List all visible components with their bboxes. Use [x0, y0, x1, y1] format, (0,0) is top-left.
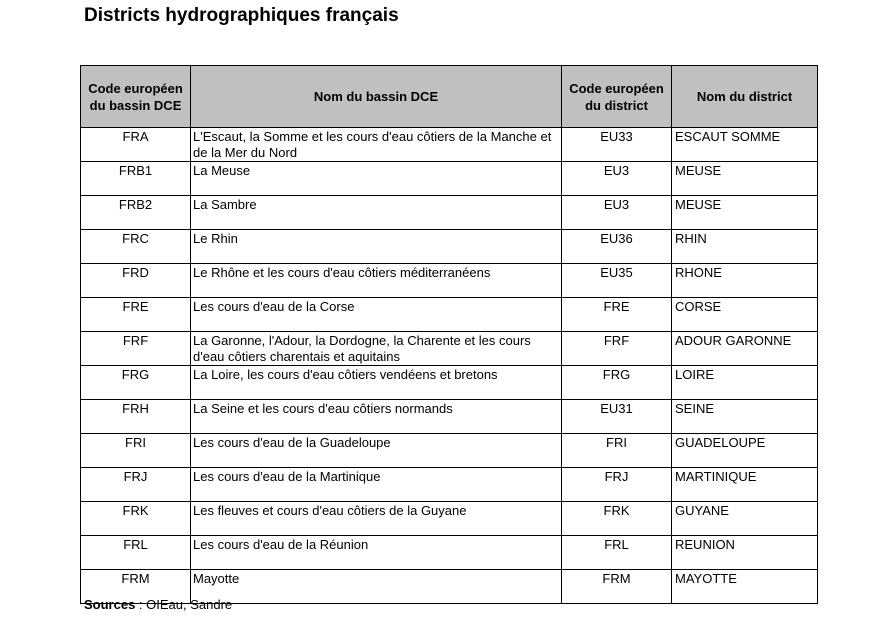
cell-district-code: FRM	[562, 570, 672, 604]
cell-basin-name: Les fleuves et cours d'eau côtiers de la Guyane	[191, 502, 562, 536]
page-title: Districts hydrographiques français	[84, 5, 399, 26]
header-basin-name: Nom du bassin DCE	[191, 66, 562, 128]
cell-basin-name: Le Rhin	[191, 230, 562, 264]
table-row	[81, 434, 818, 468]
table-row	[81, 128, 818, 162]
cell-district-code: FRL	[562, 536, 672, 570]
districts-table	[80, 65, 818, 604]
sources-label: Sources	[84, 597, 136, 612]
cell-district-code: FRI	[562, 434, 672, 468]
cell-basin-name: La Seine et les cours d'eau côtiers normands	[191, 400, 562, 434]
cell-district-code: EU3	[562, 162, 672, 196]
cell-district-code: FRE	[562, 298, 672, 332]
cell-district-name: LOIRE	[672, 366, 818, 400]
header-basin-code: Code européen du bassin DCE	[81, 66, 191, 128]
cell-basin-name: Mayotte	[191, 570, 562, 604]
cell-district-name: RHIN	[672, 230, 818, 264]
table-row	[81, 332, 818, 366]
cell-basin-name: La Meuse	[191, 162, 562, 196]
cell-district-code: FRF	[562, 332, 672, 366]
cell-district-name: MAYOTTE	[672, 570, 818, 604]
cell-district-code: FRK	[562, 502, 672, 536]
cell-district-name: ADOUR GARONNE	[672, 332, 818, 366]
header-district-name: Nom du district	[672, 66, 818, 128]
table-header	[81, 66, 818, 128]
cell-district-code: FRJ	[562, 468, 672, 502]
table-row	[81, 196, 818, 230]
cell-basin-code: FRL	[81, 536, 191, 570]
cell-basin-name: La Loire, les cours d'eau côtiers vendéens et bretons	[191, 366, 562, 400]
header-row	[81, 66, 818, 128]
table-row	[81, 162, 818, 196]
cell-basin-name: La Garonne, l'Adour, la Dordogne, la Charente et les cours d'eau côtiers charentais et aquitains	[191, 332, 562, 366]
cell-district-name: REUNION	[672, 536, 818, 570]
cell-basin-code: FRJ	[81, 468, 191, 502]
cell-district-name: GUYANE	[672, 502, 818, 536]
cell-district-name: MEUSE	[672, 196, 818, 230]
table-row	[81, 230, 818, 264]
cell-basin-code: FRB2	[81, 196, 191, 230]
cell-district-name: RHONE	[672, 264, 818, 298]
table-row	[81, 366, 818, 400]
cell-basin-code: FRA	[81, 128, 191, 162]
cell-district-code: EU31	[562, 400, 672, 434]
cell-basin-name: Les cours d'eau de la Corse	[191, 298, 562, 332]
cell-district-code: EU36	[562, 230, 672, 264]
table-row	[81, 264, 818, 298]
cell-basin-name: La Sambre	[191, 196, 562, 230]
cell-basin-code: FRH	[81, 400, 191, 434]
cell-district-name: GUADELOUPE	[672, 434, 818, 468]
cell-district-name: ESCAUT SOMME	[672, 128, 818, 162]
sources-text: OIEau, Sandre	[146, 597, 233, 612]
table-row	[81, 468, 818, 502]
header-district-code: Code européen du district	[562, 66, 672, 128]
cell-district-name: SEINE	[672, 400, 818, 434]
cell-district-code: EU3	[562, 196, 672, 230]
cell-district-name: MARTINIQUE	[672, 468, 818, 502]
cell-basin-code: FRF	[81, 332, 191, 366]
districts-table-container	[80, 65, 817, 604]
cell-basin-code: FRD	[81, 264, 191, 298]
table-row	[81, 502, 818, 536]
cell-basin-code: FRC	[81, 230, 191, 264]
cell-district-code: EU33	[562, 128, 672, 162]
table-row	[81, 536, 818, 570]
cell-basin-code: FRK	[81, 502, 191, 536]
cell-basin-code: FRM	[81, 570, 191, 604]
cell-district-name: CORSE	[672, 298, 818, 332]
cell-basin-name: Le Rhône et les cours d'eau côtiers méditerranéens	[191, 264, 562, 298]
cell-basin-name: L'Escaut, la Somme et les cours d'eau côtiers de la Manche et de la Mer du Nord	[191, 128, 562, 162]
cell-basin-name: Les cours d'eau de la Guadeloupe	[191, 434, 562, 468]
table-row	[81, 298, 818, 332]
cell-basin-code: FRI	[81, 434, 191, 468]
sources-separator: :	[135, 597, 147, 612]
cell-basin-name: Les cours d'eau de la Martinique	[191, 468, 562, 502]
cell-basin-name: Les cours d'eau de la Réunion	[191, 536, 562, 570]
cell-basin-code: FRB1	[81, 162, 191, 196]
cell-district-name: MEUSE	[672, 162, 818, 196]
sources-note	[84, 597, 232, 613]
cell-basin-code: FRE	[81, 298, 191, 332]
cell-district-code: FRG	[562, 366, 672, 400]
cell-basin-code: FRG	[81, 366, 191, 400]
table-body	[81, 128, 818, 604]
cell-district-code: EU35	[562, 264, 672, 298]
table-row	[81, 400, 818, 434]
